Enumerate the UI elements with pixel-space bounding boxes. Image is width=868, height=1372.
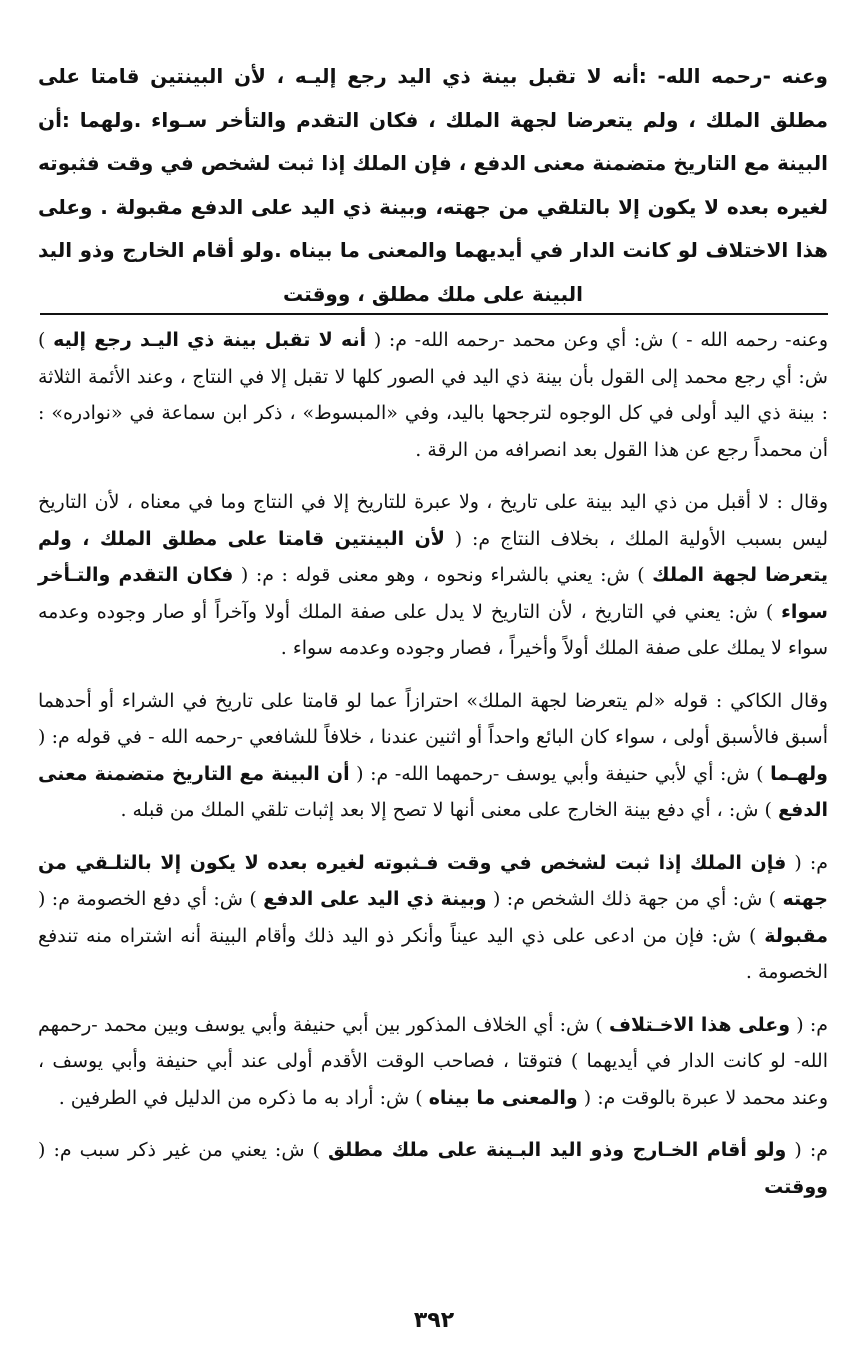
commentary-paragraph-6	[38, 1132, 828, 1205]
quoted-matn: وعلى هذا الاخـتلاف	[608, 1013, 791, 1036]
commentary-text: ) ش: فإن من ادعى على ذي اليد عيناً وأنكر ذو اليد ذلك وأقام البينة أنه اشتراه منه تندفع الخصومة .	[38, 924, 828, 983]
commentary-text: ) ش: يعني من غير ذكر سبب م: (	[38, 1139, 320, 1161]
quoted-matn: مقبولة	[764, 924, 828, 947]
quoted-matn: ولهـما	[770, 762, 828, 785]
commentary-text: ) ش: يعني في التاريخ ، لأن التاريخ لا يدل على صفة الملك أولا وآخراً أو صار وجوده وعدمه سواء لا يملك على صفة الملك أولاً وأخيراً ، فصار وجوده وعدمه سواء .	[38, 600, 828, 659]
commentary-text: ) ش: يعني بالشراء ونحوه ، وهو معنى قوله : م: (	[240, 564, 645, 586]
commentary-text: وعنه- رحمه الله - ) ش: أي وعن محمد -رحمه الله- م: (	[373, 329, 829, 351]
commentary-text: م: (	[796, 1013, 828, 1036]
quoted-matn: فكان التقدم والتـأخر سواء	[38, 564, 828, 623]
quoted-matn: أن البينة مع التاريخ متضمنة معنى الدفع	[38, 762, 828, 821]
commentary-paragraph-2	[38, 484, 828, 667]
commentary-text: ) ش: أي من جهة ذلك الشخص م: (	[493, 888, 777, 910]
commentary-paragraph-4	[38, 845, 828, 991]
matn-text-block	[38, 55, 828, 316]
quoted-matn: لأن البينتين قامتا على مطلق الملك ، ولم يتعرضا لجهة الملك	[38, 527, 828, 586]
commentary-text: ) ش: أي لأبي حنيفة وأبي يوسف -رحمهما الله- م: (	[356, 762, 764, 785]
quoted-matn: ووقتت	[764, 1175, 828, 1198]
commentary-block	[38, 322, 828, 1221]
separator-rule	[40, 313, 828, 315]
commentary-text: م: (	[794, 851, 828, 874]
commentary-text: ) ش: ، أي دفع بينة الخارج على معنى أنها لا تصح إلا بعد إثبات تلقي الملك من قبله .	[120, 799, 772, 821]
commentary-text: م: (	[794, 1139, 829, 1161]
commentary-paragraph-3	[38, 683, 828, 829]
page-number: ٣٩٢	[413, 1308, 455, 1333]
commentary-text: ) ش: أي رجع محمد إلى القول بأن بينة ذي اليد في الصور كلها لا تقبل إلا في النتاج ، وعند الأئمة الثلاثة : بينة ذي اليد أولى في كل الوجوه لترجحها باليد، وفي «المبسوط» ، ذكر ابن سماعة في «نوادره» : أن محمداً رجع عن هذا القول بعد انصرافه من الرقة .	[38, 329, 828, 461]
quoted-matn: والمعنى ما بيناه	[428, 1086, 578, 1109]
matn-text: وعنه -رحمه الله- :أنه لا تقبل بينة ذي اليد رجع إليـه ، لأن البينتين قامتا على مطلق الملك ، ولم يتعرضا لجهة الملك ، فكان التقدم والتأخر سـواء .ولهما :أن البينة مع التاريخ متضمنة معنى الدفع ، فإن الملك إذا ثبت لشخص في وقت فثبوته لغيره بعده لا يكون إلا بالتلقي من جهته، وبينة ذي اليد على الدفع مقبولة . وعلى هذا الاختلاف لو كانت الدار في أيديهما والمعنى ما بيناه .ولو أقام الخارج وذو اليد البينة على ملك مطلق ، ووقتت	[38, 64, 828, 306]
quoted-matn: وبينة ذي اليد على الدفع	[263, 888, 487, 910]
commentary-paragraph-1	[38, 322, 828, 468]
commentary-paragraph-5	[38, 1007, 828, 1117]
quoted-matn: أنه لا تقبل بينة ذي اليـد رجع إليه	[53, 329, 367, 351]
quoted-matn: فإن الملك إذا ثبت لشخص في وقت فـثبوته لغيره بعده لا يكون إلا بالتلـقي من جهته	[38, 851, 828, 910]
commentary-text: وقال : لا أقبل من ذي اليد بينة على تاريخ ، ولا عبرة للتاريخ إلا في النتاج وما في معناه ، لأن التاريخ ليس بسبب الأولية الملك ، بخلاف النتاج م: (	[38, 491, 828, 550]
commentary-text: ) ش: أراد به ما ذكره من الدليل في الطرفين .	[58, 1086, 423, 1109]
quoted-matn: ولو أقام الخـارج وذو اليد البـينة على ملك مطلق	[328, 1139, 787, 1161]
commentary-text: وقال الكاكي : قوله «لم يتعرضا لجهة الملك» احترازاً عما لو قامتا على تاريخ في الشراء أو أحدهما أسبق فالأسبق أولى ، سواء كان البائع واحداً أو اثنين عندنا ، خلافاً للشافعي -رحمه الله - في قوله م: (	[38, 689, 828, 748]
commentary-text: ) ش: أي الخلاف المذكور بين أبي حنيفة وأبي يوسف وبين محمد -رحمهم الله- لو كانت الدار في أيديهما ) فتوقتا ، فصاحب الوقت الأقدم أولى عند أبي حنيفة وأبي يوسف ، وعند محمد لا عبرة بالوقت م: (	[38, 1013, 828, 1109]
commentary-text: ) ش: أي دفع الخصومة م: (	[38, 888, 257, 910]
